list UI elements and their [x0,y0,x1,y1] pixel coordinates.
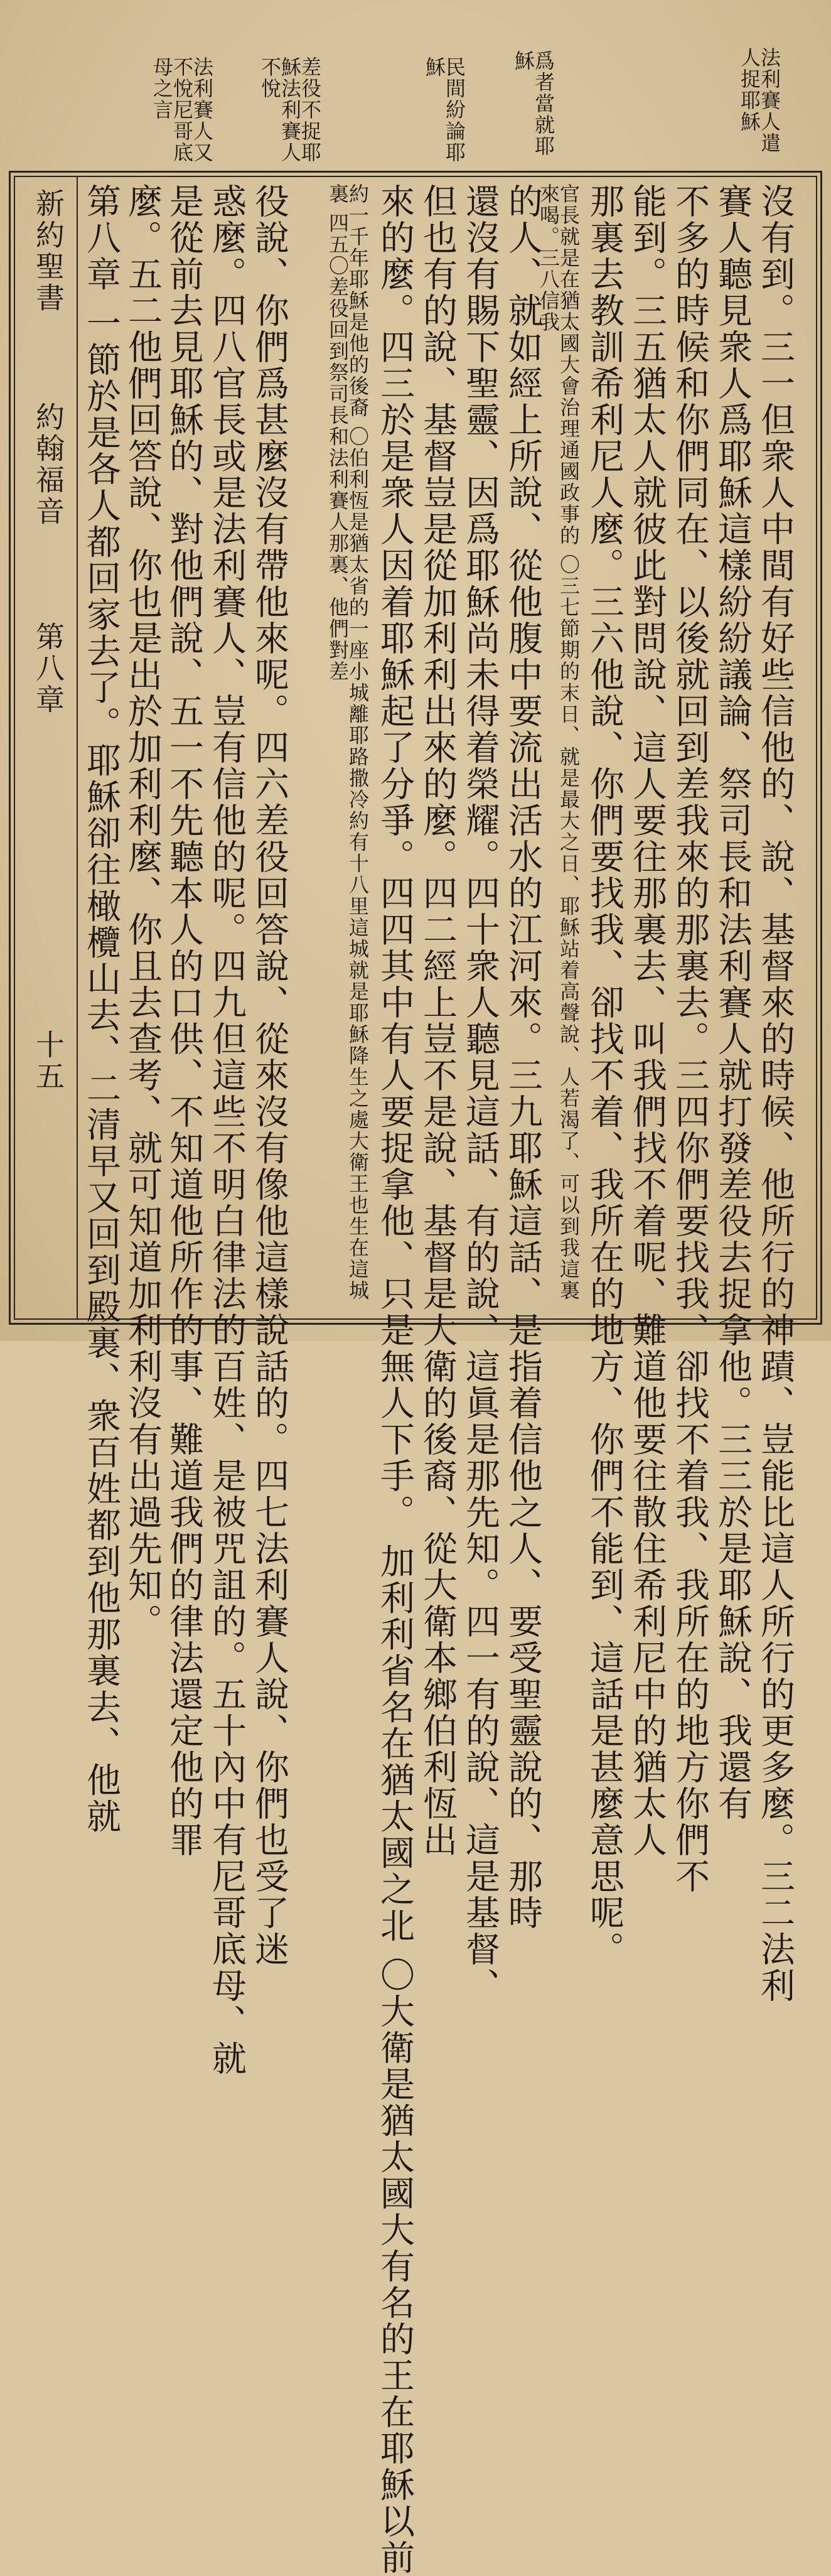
header-divider [77,176,78,1320]
margin-note-5-line3: 母之言 [150,57,174,121]
text-column-8: 還沒有賜下聖靈、因爲耶穌尚未得着榮耀。四十衆人聽見這話、有的說、這眞是那先知。四一有的說、這是基督、 [460,183,500,2004]
margin-note-4 [252,57,320,173]
margin-note-2-line1: 爲者當就耶 [532,50,555,157]
margin-note-3 [419,57,464,173]
margin-note-4-line1: 差役不捉耶 [298,57,322,163]
page-number: 十五 [31,1030,65,1092]
running-header-gospel: 約翰福音 [31,402,65,527]
margin-note-5-line2: 不悅尼哥底 [170,57,194,163]
margin-note-1 [734,47,780,173]
text-column-3: 不多的時候和你們同在、以後就回到差我來的那裏去。三四你們要找我、卻找不着我、我所在的地方你們不 [670,183,710,1895]
text-column-13: 惑麼。四八官長或是法利賽人、豈有信他的呢。四九但這些不明白律法的百姓、是被咒詛的。五十內中有尼哥底母、就 [206,183,247,2077]
text-column-11: 約一千年耶穌是他的後裔 〇伯利恆是猶太省的一座小城離耶路撒冷約有十八里這城就是耶穌降生之處大衛王也生在這城裏 四五〇差役回到祭司長和法利賽人那裏、他們對差 [326,183,370,1301]
margin-note-1-line2: 人捉耶穌 [737,47,761,132]
margin-note-4-line3: 不悅 [258,57,282,99]
text-column-7: 的人、就如經上所說、從他腹中要流出活水的江河來。三九耶穌這話、是指着信他之人、要受聖靈說的、那時 [503,183,543,1931]
text-column-14: 是從前去見耶穌的、對他們說、五一不先聽本人的口供、不知道他所作的事、難道我們的律法還定他的罪 [164,183,204,1858]
margin-note-1-line1: 法利賽人遣 [758,47,781,154]
text-column-12: 役說、你們爲甚麼沒有帶他來呢。四六差役回答說、從來沒有像他這樣說話的。四七法利賽人說、你們也受了迷 [249,183,289,1968]
text-column-9: 但也有的說、基督豈是從加利利出來的麼。四二經上豈不是說、基督是大衛的後裔、從大衛本鄉伯利恆出 [417,183,458,1858]
text-column-15: 麼。五二他們回答說、你也是出於加利利麼、你且去查考、就可知道加利利沒有出過先知。 [122,183,163,1640]
text-column-16: 第八章 一節於是各人都回家去了。耶穌卻往橄欖山去、二清早又回到殿裏、衆百姓都到他那裏去、他就 [81,183,121,1835]
text-column-6: 官長就是在猶太國大會治理通國政事的 〇三七節期的末日、就是最大之日、耶穌站着高聲說、人若渴了、可以到我這裏來喝。三八信我 [537,183,581,1301]
margin-note-2-line2: 穌 [512,50,535,72]
text-column-5: 那裏去教訓希利尼人麼。三六他說、你們要找我、卻找不着、我所在的地方、你們不能到、這話是甚麼意思呢。 [584,183,625,1968]
text-column-1: 沒有到。三一但衆人中間有好些信他的、說、基督來的時候、他所行的神蹟、豈能比這人所行的更多麼。三二法利 [755,183,795,2004]
text-column-10: 來的麼。四三於是衆人因着耶穌起了分爭。四四其中有人要捉拿他、只是無人下手。 加利利省名在猶太國之北 〇大衛是猶太國大有名的王在耶穌以前 [375,183,415,2576]
margin-note-2 [508,50,554,173]
margin-note-3-line1: 民間紛論耶 [442,57,466,163]
text-column-2: 賽人聽見衆人爲耶穌這樣紛紛議論、祭司長和法利賽人就打發差役去捉拿他。三三於是耶穌說、我還有 [712,183,753,1822]
margin-note-5-line1: 法利賽人又 [190,57,214,163]
text-column-4: 能到。三五猶太人就彼此對問說、這人要往那裏去、叫我們找不着呢、難道他要往散住希利尼中的猶太人 [627,183,667,1858]
margin-note-5 [144,57,212,173]
running-header-book: 新約聖書 [31,188,65,314]
margin-note-4-line2: 穌法利賽人 [278,57,302,163]
running-header-chapter: 第八章 [31,622,65,716]
margin-note-3-line2: 穌 [422,57,446,78]
